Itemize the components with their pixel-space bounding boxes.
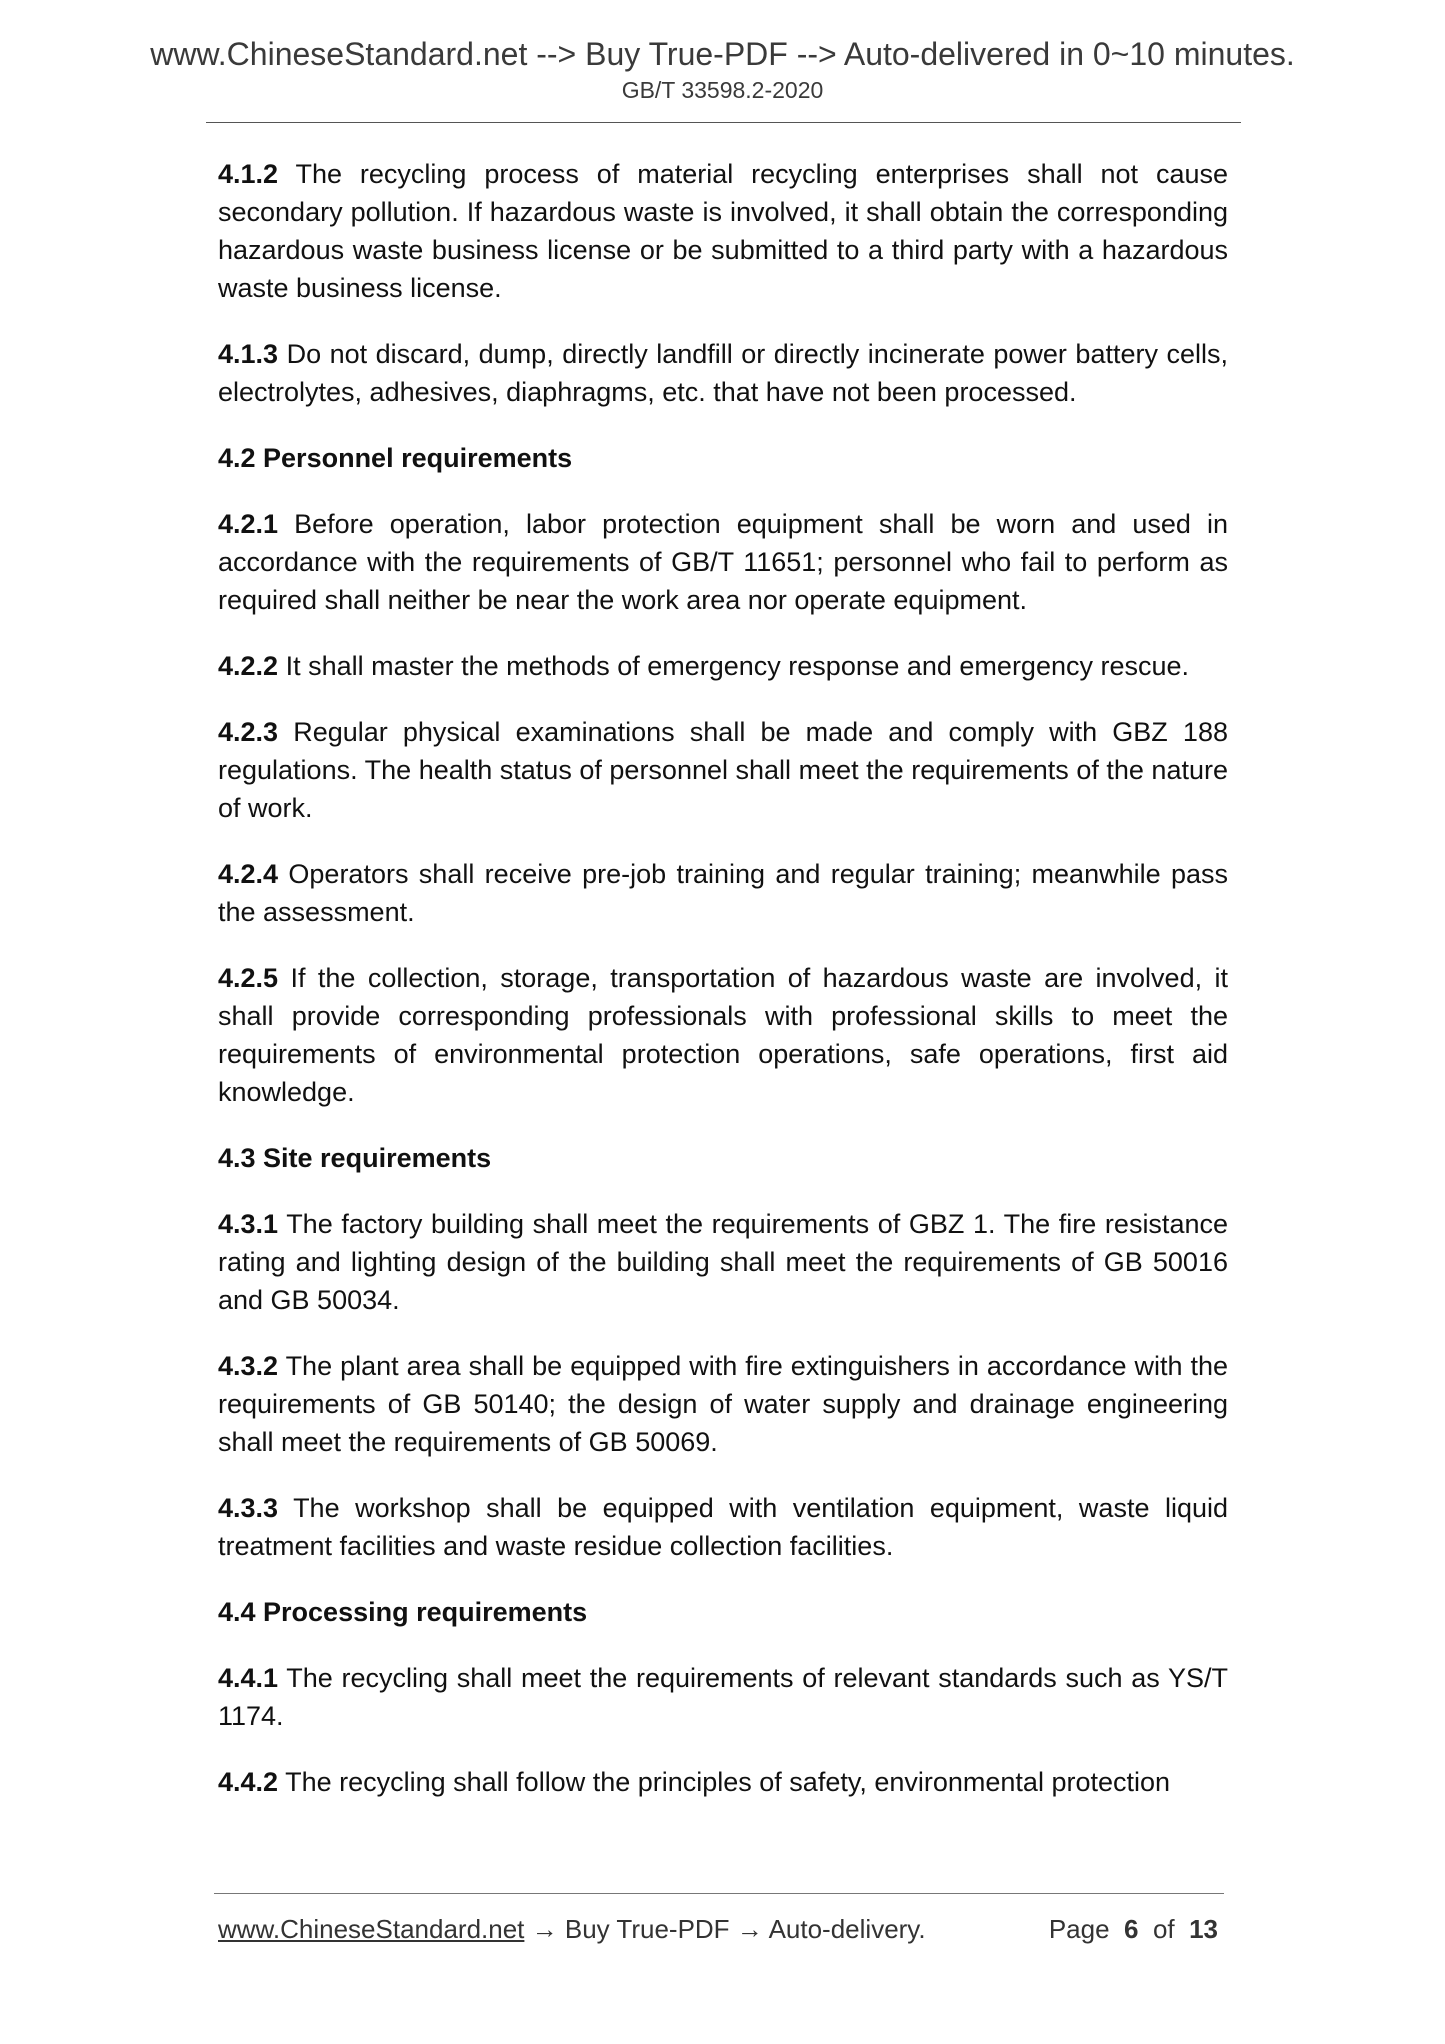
clause-4-2-2	[218, 647, 1228, 685]
standard-code: GB/T 33598.2-2020	[621, 77, 824, 103]
clause-text: Operators shall receive pre-job training and regular training; meanwhile pass the assessment.	[218, 859, 1228, 927]
clause-number: 4.2.5	[218, 963, 279, 993]
clause-text: The workshop shall be equipped with ventilation equipment, waste liquid treatment facilities and waste residue collection facilities.	[218, 1493, 1228, 1561]
total-pages: 13	[1189, 1914, 1218, 1944]
clause-number: 4.1.2	[218, 159, 279, 189]
clause-text: Regular physical examinations shall be made and comply with GBZ 188 regulations. The health status of personnel shall meet the requirements of the nature of work.	[218, 717, 1228, 823]
section-heading-4-2: 4.2 Personnel requirements	[218, 443, 573, 473]
footer-tagline: → Buy True-PDF → Auto-delivery.	[524, 1914, 926, 1944]
section-heading-4-3: 4.3 Site requirements	[218, 1143, 492, 1173]
clause-4-2-3	[218, 713, 1228, 827]
clause-4-2-5	[218, 959, 1228, 1111]
clause-number: 4.1.3	[218, 339, 279, 369]
page-label: Page	[1048, 1914, 1110, 1944]
clause-number: 4.3.2	[218, 1351, 279, 1381]
footer-divider	[214, 1893, 1224, 1894]
clause-number: 4.4.1	[218, 1663, 279, 1693]
current-page: 6	[1124, 1914, 1139, 1944]
of-label: of	[1152, 1914, 1175, 1944]
top-banner: www.ChineseStandard.net --> Buy True-PDF --> Auto-delivered in 0~10 minutes.	[150, 36, 1295, 72]
clause-4-2-1	[218, 505, 1228, 619]
clause-text: Do not discard, dump, directly landfill or directly incinerate power battery cells, electrolytes, adhesives, diaphragms, etc. that have not been processed.	[218, 339, 1228, 407]
clause-4-3-2	[218, 1347, 1228, 1461]
clause-number: 4.2.1	[218, 509, 279, 539]
clause-text: Before operation, labor protection equipment shall be worn and used in accordance with the requirements of GB/T 11651; personnel who fail to perform as required shall neither be near the work area nor operate equipment.	[218, 509, 1228, 615]
section-heading-4-4: 4.4 Processing requirements	[218, 1597, 588, 1627]
clause-4-4-1	[218, 1659, 1228, 1735]
clause-text: The recycling shall follow the principles of safety, environmental protection	[278, 1767, 1171, 1797]
clause-number: 4.3.3	[218, 1493, 279, 1523]
clause-text: It shall master the methods of emergency response and emergency rescue.	[278, 651, 1190, 681]
site-link[interactable]: www.ChineseStandard.net	[218, 1914, 525, 1944]
clause-number: 4.4.2	[218, 1767, 279, 1797]
page-indicator	[1049, 1914, 1218, 1945]
clause-number: 4.2.2	[218, 651, 279, 681]
clause-text: The recycling process of material recycling enterprises shall not cause secondary pollution. If hazardous waste is involved, it shall obtain the corresponding hazardous waste business license or be submitted to a third party with a hazardous waste business license.	[218, 159, 1228, 303]
clause-text: The recycling shall meet the requirements of relevant standards such as YS/T 1174.	[218, 1663, 1228, 1731]
clause-text: If the collection, storage, transportation of hazardous waste are involved, it shall provide corresponding professionals with professional skills to meet the requirements of environmental protection operations, safe operations, first aid knowledge.	[218, 963, 1228, 1107]
clause-text: The plant area shall be equipped with fire extinguishers in accordance with the requirements of GB 50140; the design of water supply and drainage engineering shall meet the requirements of GB 50069.	[218, 1351, 1228, 1457]
page-footer	[218, 1914, 1218, 1948]
clause-4-3-3	[218, 1489, 1228, 1565]
clause-4-4-2	[218, 1763, 1228, 1801]
footer-promo	[218, 1914, 926, 1945]
clause-4-1-3	[218, 335, 1228, 411]
clause-4-3-1	[218, 1205, 1228, 1319]
clause-number: 4.3.1	[218, 1209, 279, 1239]
clause-text: The factory building shall meet the requirements of GBZ 1. The fire resistance rating and lighting design of the building shall meet the requirements of GB 50016 and GB 50034.	[218, 1209, 1228, 1315]
header-divider	[206, 122, 1241, 123]
clause-number: 4.2.3	[218, 717, 279, 747]
clause-number: 4.2.4	[218, 859, 279, 889]
clause-4-2-4	[218, 855, 1228, 931]
clause-4-1-2	[218, 155, 1228, 307]
document-body	[218, 155, 1228, 1829]
